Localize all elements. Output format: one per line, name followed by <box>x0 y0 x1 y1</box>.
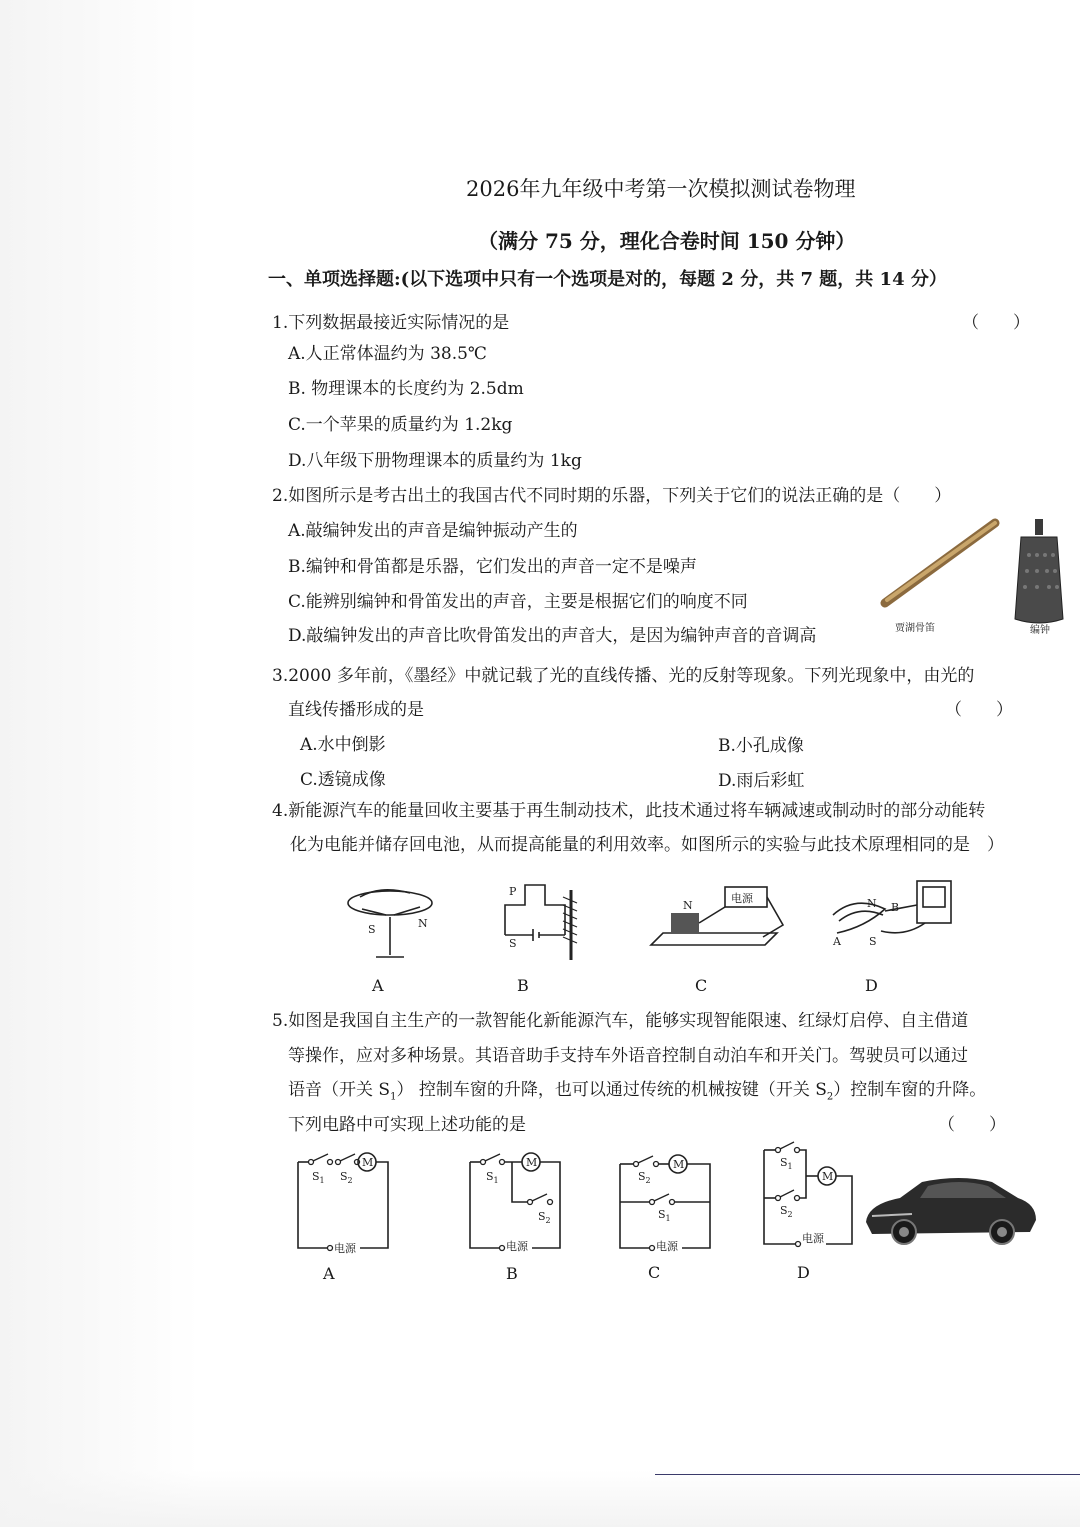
circuit-d-motor-label: M <box>822 1170 834 1183</box>
circuit-d-s2-label: $S_2$ <box>780 1204 793 1219</box>
q4c-n-label: N <box>683 899 693 912</box>
circuit-d-s1-label: $S_1$ <box>780 1156 793 1171</box>
scan-shadow-left <box>0 0 200 1527</box>
q5-stem-line2: 等操作，应对多种场景。其语音助手支持车外语音控制自动泊车和开关门。驾驶员可以通过 <box>288 1046 968 1066</box>
q3-option-d: D.雨后彩虹 <box>718 771 805 791</box>
q2-option-c: C.能辨别编钟和骨笛发出的声音，主要是根据它们的响度不同 <box>288 592 748 612</box>
q4b-s-label: S <box>509 937 517 950</box>
q4-figure-b-electromagnet <box>495 875 595 970</box>
bone-flute-image <box>885 523 995 603</box>
q3-stem-line2: 直线传播形成的是 <box>288 700 424 720</box>
q4-figure-d-generator <box>825 875 965 970</box>
q4-caption-a: A <box>372 976 384 995</box>
q4-figure-a-compass <box>340 875 440 970</box>
q5-stem-line1: 5.如图是我国自主生产的一款智能化新能源汽车，能够实现智能限速、红绿灯启停、自主借道 <box>272 1011 969 1031</box>
q4a-n-label: N <box>418 917 428 930</box>
q4-stem-line1: 4.新能源汽车的能量回收主要基于再生制动技术，此技术通过将车辆减速或制动时的部分动能转 <box>272 801 986 821</box>
q2-stem: 2.如图所示是考古出土的我国古代不同时期的乐器，下列关于它们的说法正确的是（ ） <box>272 486 952 506</box>
car-photo <box>860 1170 1040 1250</box>
footer-rule <box>655 1474 1080 1475</box>
q4c-power-label: 电源 <box>731 892 753 905</box>
q5-answer-bracket: （ ） <box>938 1115 1006 1135</box>
bell-caption: 编钟 <box>1030 625 1050 636</box>
q4-caption-b: B <box>517 976 529 995</box>
page-subtitle: （满分 75 分，理化合卷时间 150 分钟） <box>478 229 856 253</box>
q5-circuit-c <box>612 1150 722 1255</box>
q2-option-b: B.编钟和骨笛都是乐器，它们发出的声音一定不是噪声 <box>288 557 697 577</box>
circuit-c-s2-label: $S_2$ <box>638 1170 651 1185</box>
q5-circuit-b <box>462 1150 572 1255</box>
q4d-a-label: A <box>833 935 841 948</box>
circuit-a-s1-label: $S_1$ <box>312 1170 325 1185</box>
q4b-p-label: P <box>509 885 517 898</box>
q2-option-d: D.敲编钟发出的声音比吹骨笛发出的声音大，是因为编钟声音的音调高 <box>288 626 817 646</box>
bronze-bell-image <box>1015 519 1063 623</box>
q4d-n-label: N <box>867 897 877 910</box>
q1-stem: 1.下列数据最接近实际情况的是 <box>272 313 510 333</box>
q4-stem-line2: 化为电能并储存回电池，从而提高能量的利用效率。如图所示的实验与此技术原理相同的是 ） <box>290 835 1004 855</box>
q4d-b-label: B <box>891 901 900 914</box>
q5-circuit-d <box>756 1140 866 1255</box>
circuit-d-power-label: 电源 <box>802 1232 824 1245</box>
q5-caption-c: C <box>648 1263 661 1282</box>
scan-shadow-bottom <box>0 1470 1080 1527</box>
q3-answer-bracket: （ ） <box>945 700 1013 720</box>
q3-option-b: B.小孔成像 <box>718 736 804 756</box>
q3-option-c: C.透镜成像 <box>300 770 386 790</box>
circuit-b-s2-label: $S_2$ <box>538 1210 551 1225</box>
q3-option-a: A.水中倒影 <box>300 735 386 755</box>
q5-stem-line3: 语音（开关 $S_1$） 控制车窗的升降，也可以通过传统的机械按键（开关 $S_2$）控制车窗的升降。 <box>288 1080 987 1103</box>
q4-caption-c: C <box>695 976 708 995</box>
q1-option-c: C.一个苹果的质量约为 1.2kg <box>288 415 513 435</box>
q4-caption-d: D <box>865 976 878 995</box>
page-title: 2026年九年级中考第一次模拟测试卷物理 <box>466 177 856 201</box>
q5-caption-a: A <box>323 1264 335 1283</box>
q4d-s-label: S <box>869 935 877 948</box>
circuit-b-motor-label: M <box>526 1156 538 1169</box>
q5-caption-b: B <box>506 1264 518 1283</box>
circuit-b-power-label: 电源 <box>506 1240 528 1253</box>
q4a-s-label: S <box>368 923 376 936</box>
q1-option-d: D.八年级下册物理课本的质量约为 1kg <box>288 451 582 471</box>
q5-stem-line4: 下列电路中可实现上述功能的是 <box>288 1115 526 1135</box>
flute-caption: 贾湖骨笛 <box>895 623 935 634</box>
q1-option-a: A.人正常体温约为 38.5℃ <box>288 344 487 364</box>
q1-option-b: B. 物理课本的长度约为 2.5dm <box>288 379 524 399</box>
q2-option-a: A.敲编钟发出的声音是编钟振动产生的 <box>288 521 578 541</box>
circuit-b-s1-label: $S_1$ <box>486 1170 499 1185</box>
q5-caption-d: D <box>797 1263 810 1282</box>
q1-answer-bracket: （ ） <box>962 313 1030 333</box>
circuit-c-s1-label: $S_1$ <box>658 1208 671 1223</box>
q3-stem-line1: 3.2000 多年前，《墨经》中就记载了光的直线传播、光的反射等现象。下列光现象中，由光的 <box>272 666 975 686</box>
circuit-a-s2-label: $S_2$ <box>340 1170 353 1185</box>
section-heading: 一、单项选择题:(以下选项中只有一个选项是对的，每题 2 分，共 7 题，共 14 分） <box>268 269 947 290</box>
circuit-a-power-label: 电源 <box>334 1242 356 1255</box>
circuit-c-motor-label: M <box>673 1158 685 1171</box>
circuit-a-motor-label: M <box>362 1156 374 1169</box>
circuit-c-power-label: 电源 <box>656 1240 678 1253</box>
q4-figure-c-motor <box>645 875 795 970</box>
q5-circuit-a <box>290 1150 400 1255</box>
